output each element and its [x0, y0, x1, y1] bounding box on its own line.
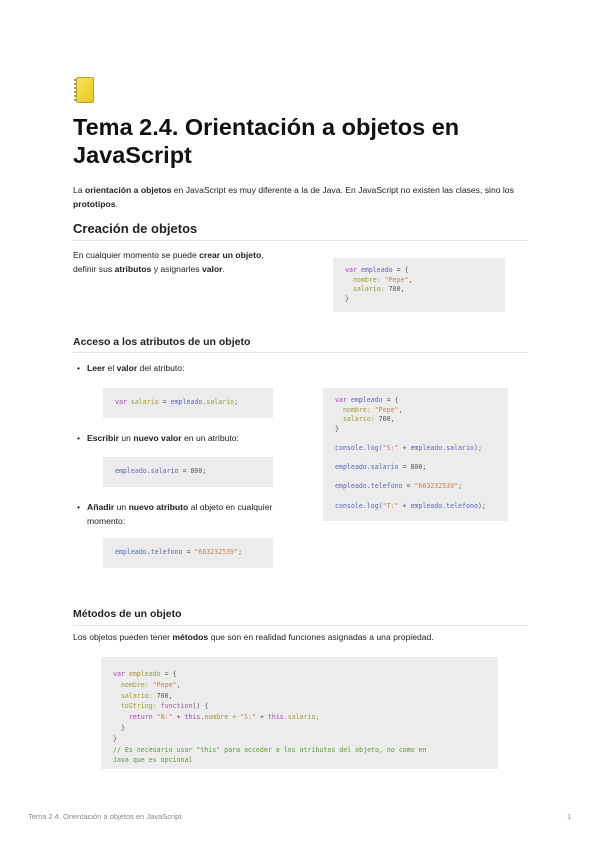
- code-line: [113, 669, 486, 680]
- code-token: empleado.salario: [410, 443, 474, 452]
- code-token: = 800;: [178, 467, 207, 475]
- code-token: empleado.telefono: [115, 548, 183, 556]
- code-token: var: [115, 398, 131, 406]
- code-token: "663232539": [194, 548, 239, 556]
- code-line: [345, 295, 493, 305]
- code-line: [115, 398, 261, 408]
- code-line: [335, 492, 496, 502]
- code-line: [335, 463, 496, 473]
- code-line: [113, 745, 486, 756]
- code-line: [113, 734, 486, 745]
- code-token: +: [172, 713, 185, 722]
- code-line: [113, 680, 486, 691]
- code-line: [335, 406, 496, 416]
- code-token: 700: [156, 691, 169, 700]
- code-token: console.log(: [335, 501, 383, 510]
- code-token: this: [267, 713, 284, 722]
- code-token: ,: [408, 275, 413, 284]
- code-token: .salario: [202, 398, 235, 406]
- code-token: nombre:: [345, 275, 385, 284]
- code-token: }: [113, 723, 125, 732]
- code-line: [115, 548, 261, 558]
- code-token: ,: [176, 680, 181, 689]
- code-token: 700: [388, 285, 401, 293]
- code-token: ;: [238, 548, 243, 556]
- code-token: empleado: [170, 398, 203, 406]
- code-token: = {: [382, 396, 399, 404]
- code-line: [345, 266, 493, 276]
- code-token: nombre:: [335, 405, 375, 414]
- intro-paragraph: La orientación a objetos en JavaScript es muy diferente a la de Java. En JavaScript no existen las clases, sino los prototipos.: [73, 185, 514, 209]
- metodos-paragraph: Los objetos pueden tener métodos que son en realidad funciones asignadas a una propiedad.: [73, 632, 434, 642]
- creacion-paragraph: En cualquier momento se puede crear un objeto, definir sus atributos y asignarles valor.: [73, 250, 264, 274]
- code-token: +: [398, 443, 411, 452]
- code-token: );: [477, 501, 486, 510]
- code-token: }: [335, 424, 339, 433]
- code-token: ,: [168, 691, 173, 700]
- page-title: Tema 2.4. Orientación a objetos en JavaScript: [73, 114, 460, 168]
- code-token: empleado: [360, 266, 393, 274]
- code-token: var: [335, 396, 351, 404]
- code-line: [335, 454, 496, 464]
- code-token: ,: [390, 415, 395, 424]
- code-token: .nombre +: [200, 713, 241, 722]
- code-token: empleado.salario: [335, 463, 399, 472]
- code-token: salario: [130, 398, 159, 406]
- bullet-escribir: • Escribir un nuevo valor en un atributo:: [87, 431, 239, 445]
- code-line: [113, 712, 486, 723]
- code-token: ;: [234, 398, 239, 406]
- divider: [73, 625, 528, 626]
- code-token: function: [160, 702, 193, 711]
- code-line: [335, 434, 496, 444]
- code-line: [115, 467, 261, 477]
- code-token: "S:": [382, 443, 399, 452]
- code-line: [335, 444, 496, 454]
- bullet-leer: • Leer el valor del atributo:: [87, 361, 184, 375]
- divider: [73, 352, 528, 353]
- code-token: = 800;: [398, 463, 427, 472]
- code-token: = {: [160, 670, 177, 678]
- code-line: [335, 425, 496, 435]
- code-token: empleado.telefono: [410, 501, 478, 510]
- code-token: "T:": [382, 501, 399, 510]
- code-token: () {: [192, 702, 209, 711]
- code-line: [113, 691, 486, 702]
- code-token: "Pepe": [374, 405, 399, 414]
- code-token: salario:: [345, 285, 389, 293]
- code-token: toString:: [113, 702, 161, 711]
- code-line: [113, 755, 486, 766]
- code-token: "S:": [240, 713, 256, 722]
- code-token: "Pepe": [152, 680, 177, 689]
- code-token: "Pepe": [384, 275, 409, 284]
- code-token: empleado: [350, 396, 383, 404]
- code-block-creacion: [333, 258, 505, 312]
- code-line: [335, 415, 496, 425]
- code-token: salario:: [335, 415, 379, 424]
- code-token: var: [113, 670, 129, 678]
- code-line: [113, 701, 486, 712]
- heading-metodos: Métodos de un objeto: [73, 608, 182, 620]
- code-token: empleado.salario: [115, 467, 179, 475]
- code-token: nombre:: [113, 680, 153, 689]
- code-token: ;: [458, 482, 463, 491]
- code-line: [345, 276, 493, 286]
- code-token: "663232539": [414, 482, 459, 491]
- notebook-icon: [73, 76, 95, 104]
- code-token: }: [113, 734, 117, 743]
- code-token: +: [255, 713, 268, 722]
- code-token: ,: [400, 285, 405, 293]
- footer-title: Tema 2.4. Orientación a objetos en JavaScript: [28, 812, 182, 821]
- heading-creacion: Creación de objetos: [73, 221, 198, 236]
- code-line: [335, 396, 496, 406]
- code-token: console.log(: [335, 443, 383, 452]
- code-block-escribir: [103, 457, 273, 487]
- code-line: [335, 482, 496, 492]
- code-token: ,: [398, 405, 403, 414]
- code-line: [335, 502, 496, 512]
- code-block-metodos: [101, 657, 498, 769]
- code-token: }: [345, 294, 349, 303]
- code-line: [113, 723, 486, 734]
- divider: [73, 240, 528, 241]
- code-token: );: [473, 443, 482, 452]
- bullet-anadir: • Añadir un nuevo atributo al objeto en cualquier momento:: [87, 500, 277, 528]
- code-block-acceso-ejemplo: [323, 388, 508, 521]
- code-block-leer: [103, 388, 273, 418]
- code-token: this: [184, 713, 201, 722]
- code-token: Java que es opcional: [113, 756, 193, 765]
- code-line: [345, 285, 493, 295]
- code-token: empleado.telefono: [335, 482, 403, 491]
- code-token: // Es necesario usar "this" para acceder a los atributos del objeto, no como en: [113, 745, 427, 754]
- code-token: =: [402, 482, 415, 491]
- code-token: = {: [392, 266, 409, 274]
- code-token: =: [158, 398, 171, 406]
- code-token: +: [398, 501, 411, 510]
- code-token: "N:": [156, 713, 173, 722]
- code-token: salario:: [113, 691, 157, 700]
- code-token: .salario;: [283, 713, 320, 722]
- code-token: empleado: [128, 670, 161, 678]
- code-line: [335, 473, 496, 483]
- code-token: 700: [378, 415, 391, 424]
- heading-acceso: Acceso a los atributos de un objeto: [73, 336, 251, 348]
- page-number: 1: [567, 812, 572, 821]
- code-token: return: [113, 713, 157, 722]
- code-block-anadir: [103, 538, 273, 568]
- code-token: =: [182, 548, 195, 556]
- code-token: var: [345, 266, 361, 274]
